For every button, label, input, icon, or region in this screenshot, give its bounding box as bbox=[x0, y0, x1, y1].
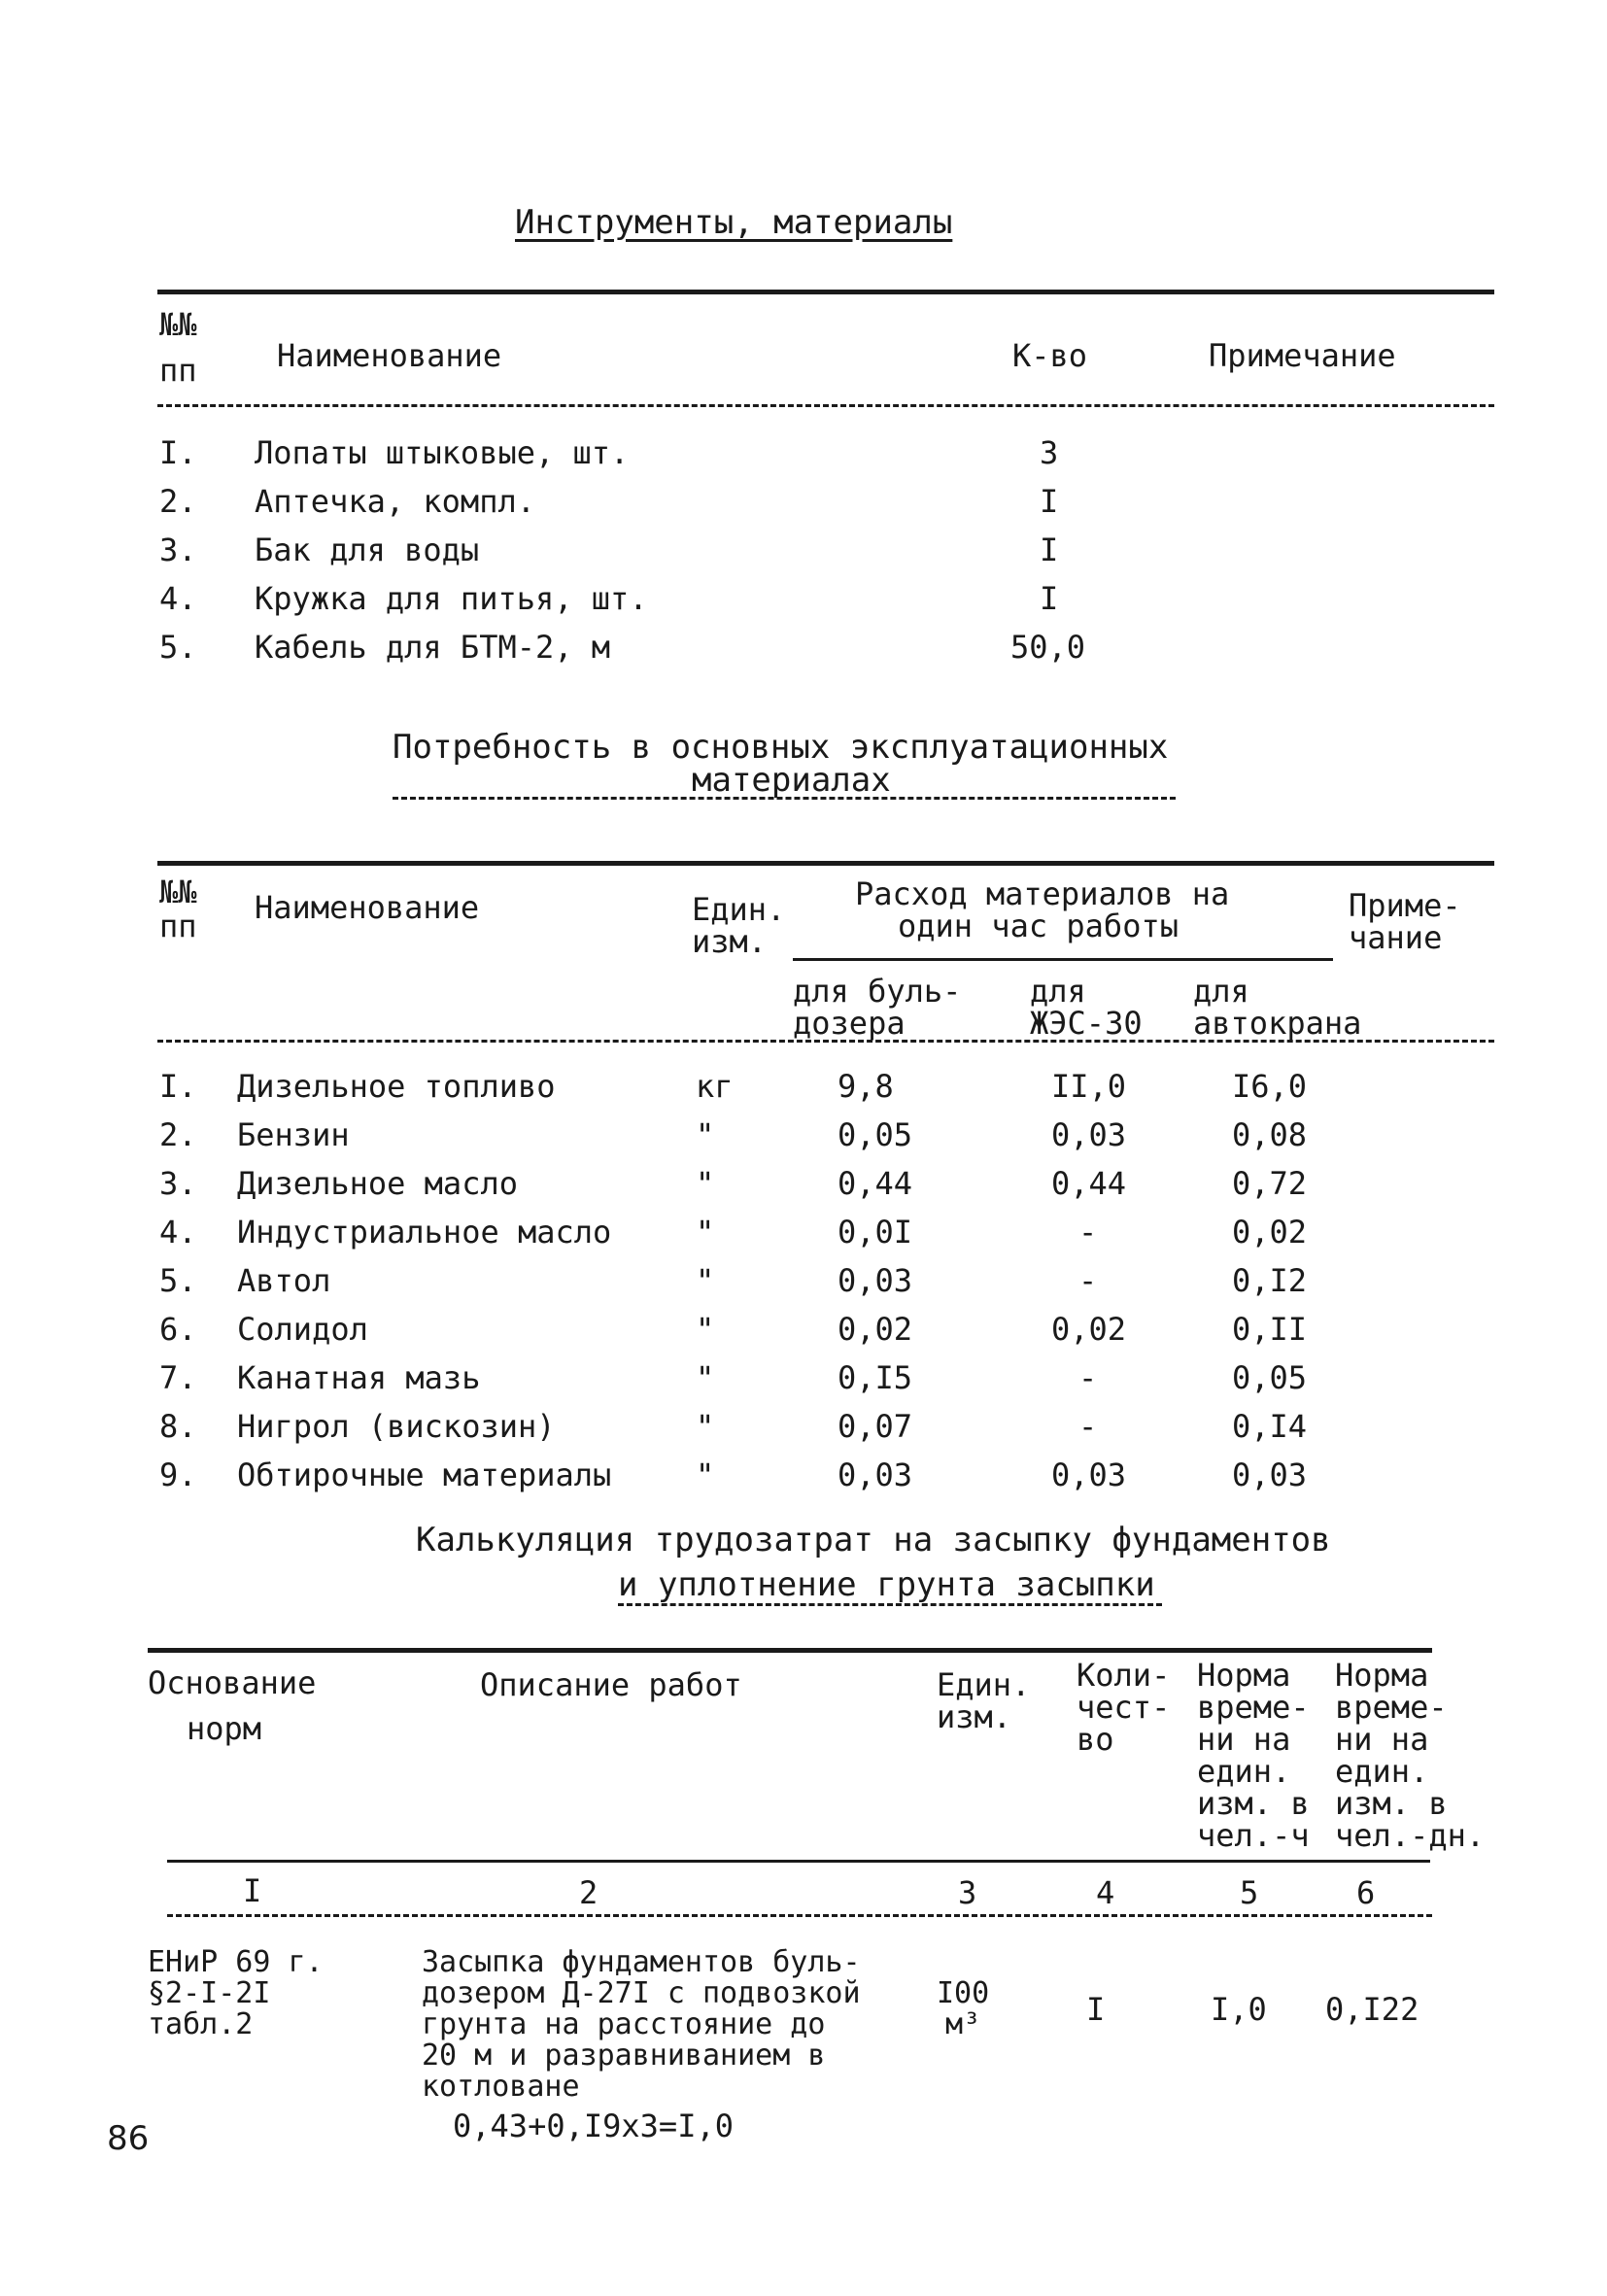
table2-header-name: Наименование bbox=[255, 889, 480, 926]
table2-row-col-b: 0,02 bbox=[1051, 1311, 1127, 1348]
table2-row-col-c: 0,72 bbox=[1232, 1165, 1308, 1202]
table2-header-rule bbox=[157, 1040, 1494, 1043]
section1-title: Инструменты, материалы bbox=[515, 203, 953, 242]
table1-row-name: Лопаты штыковые, шт. bbox=[255, 434, 630, 471]
table2-header-unit bbox=[692, 891, 786, 960]
table2-row-num: 4. bbox=[159, 1214, 197, 1251]
table2-row-name: Бензин bbox=[237, 1116, 350, 1153]
section2-title-underline bbox=[393, 797, 1176, 800]
table3-header-norm-h-line-3: ни на bbox=[1197, 1721, 1291, 1758]
table1-row-qty: I bbox=[1040, 580, 1059, 617]
table2-header-unit-line2: изм. bbox=[692, 923, 768, 960]
table3-header-norm-d-line-3: ни на bbox=[1335, 1721, 1429, 1758]
table2-row-col-c: 0,03 bbox=[1232, 1456, 1308, 1493]
table2-header-col-a-line1: для буль- bbox=[793, 973, 962, 1010]
table3-row-basis-line-3: табл.2 bbox=[148, 2007, 254, 2041]
table3-header-norm-d bbox=[1335, 1657, 1486, 1854]
table2-header-col-b-line1: для bbox=[1030, 973, 1086, 1010]
page-number: 86 bbox=[107, 2119, 150, 2158]
table2-row-unit: " bbox=[696, 1262, 715, 1299]
table2-header-num-line1: №№ bbox=[159, 874, 197, 910]
table3-row-unit bbox=[937, 1978, 989, 2040]
table1-row-name: Кабель для БТМ-2, м bbox=[255, 629, 611, 666]
table3-header-basis-line1: Основание bbox=[148, 1664, 317, 1701]
table3-header-basis bbox=[148, 1664, 317, 1747]
table2-row-unit: " bbox=[696, 1311, 715, 1348]
table1-row-name: Бак для воды bbox=[255, 531, 480, 568]
table3-header-norm-d-line-4: един. bbox=[1335, 1753, 1429, 1790]
table2-row-unit: " bbox=[696, 1359, 715, 1396]
table2-row-col-a: 0,0I bbox=[838, 1214, 913, 1251]
table3-header-qty-line-3: во bbox=[1077, 1721, 1114, 1758]
table3-row-description-line-1: Засыпка фундаментов буль- bbox=[422, 1945, 861, 1979]
table2-row-col-b: II,0 bbox=[1051, 1068, 1127, 1105]
table2-row-num: 6. bbox=[159, 1311, 197, 1348]
table3-header-norm-d-line-5: изм. в bbox=[1335, 1785, 1448, 1822]
table1-row-num: 4. bbox=[159, 580, 197, 617]
table3-row-formula: 0,43+0,I9х3=I,0 bbox=[453, 2108, 734, 2144]
table2-row-col-a: 0,44 bbox=[838, 1165, 913, 1202]
table2-header-col-c bbox=[1193, 973, 1362, 1042]
table2-row-name: Дизельное топливо bbox=[237, 1068, 556, 1105]
table2-header-col-b-line2: ЖЭС-30 bbox=[1030, 1005, 1143, 1042]
table2-row-name: Дизельное масло bbox=[237, 1165, 518, 1202]
table2-row-col-a: 0,05 bbox=[838, 1116, 913, 1153]
table3-row-basis-line-2: §2-I-2I bbox=[148, 1976, 271, 2010]
table3-row-norm-h: I,0 bbox=[1211, 1991, 1267, 2028]
table2-row-col-a: 0,07 bbox=[838, 1408, 913, 1445]
table2-row-col-c: 0,I2 bbox=[1232, 1262, 1308, 1299]
table2-row-col-c: 0,05 bbox=[1232, 1359, 1308, 1396]
table2-row-name: Обтирочные материалы bbox=[237, 1456, 612, 1493]
table2-row-unit: кг bbox=[696, 1068, 734, 1105]
table3-header-norm-d-line-2: време- bbox=[1335, 1689, 1448, 1726]
table3-colnum-4: 4 bbox=[1096, 1874, 1115, 1911]
table1-row-name: Кружка для питья, шт. bbox=[255, 580, 648, 617]
table3-header-norm-h-line-2: време- bbox=[1197, 1689, 1310, 1726]
table3-row-description-line-4: 20 м и разравниванием в bbox=[422, 2039, 826, 2073]
table3-row-unit-line1: I00 bbox=[937, 1976, 990, 2010]
section2-title-line1: Потребность в основных эксплуатационных bbox=[393, 728, 1169, 767]
table1-header-note: Примечание bbox=[1209, 337, 1396, 374]
table2-header-consumption-line2: один час работы bbox=[898, 908, 1179, 944]
table3-colnum-rule bbox=[167, 1914, 1432, 1917]
table3-header-norm-h-line-6: чел.-ч bbox=[1197, 1817, 1310, 1854]
table2-header-col-c-line1: для bbox=[1193, 973, 1249, 1010]
table2-row-col-a: 9,8 bbox=[838, 1068, 894, 1105]
table2-header-col-b bbox=[1030, 973, 1143, 1042]
table3-row-description-line-2: дозером Д-27I с подвозкой bbox=[422, 1976, 861, 2010]
table2-row-num: I. bbox=[159, 1068, 197, 1105]
table3-header-basis-line2: норм bbox=[187, 1710, 262, 1747]
table3-header-norm-h-line-1: Норма bbox=[1197, 1657, 1291, 1694]
table3-header-unit-line2: изм. bbox=[937, 1698, 1012, 1735]
table1-header-name: Наименование bbox=[277, 337, 502, 374]
table3-row-basis-line-1: ЕНиР 69 г. bbox=[148, 1945, 324, 1979]
table2-row-col-b: - bbox=[1078, 1408, 1098, 1445]
table3-header-unit-line1: Един. bbox=[937, 1666, 1031, 1703]
table2-header-num bbox=[159, 876, 197, 942]
table2-header-note-line2: чание bbox=[1349, 919, 1443, 956]
table3-row-description bbox=[422, 1947, 861, 2103]
table3-colnum-1: I bbox=[243, 1872, 262, 1909]
table1-row-qty: I bbox=[1040, 483, 1059, 520]
table2-row-col-c: I6,0 bbox=[1232, 1068, 1308, 1105]
table1-header-num bbox=[159, 306, 197, 389]
table2-row-unit: " bbox=[696, 1116, 715, 1153]
table3-colnum-6: 6 bbox=[1356, 1874, 1376, 1911]
table3-top-rule bbox=[148, 1648, 1432, 1653]
table3-row-unit-line2: м³ bbox=[945, 2007, 981, 2041]
table2-row-col-a: 0,I5 bbox=[838, 1359, 913, 1396]
table1-row-num: 5. bbox=[159, 629, 197, 666]
table2-row-col-b: 0,44 bbox=[1051, 1165, 1127, 1202]
table2-row-col-a: 0,02 bbox=[838, 1311, 913, 1348]
table3-header-norm-d-line-6: чел.-дн. bbox=[1335, 1817, 1486, 1854]
table1-row-num: I. bbox=[159, 434, 197, 471]
table2-header-consumption bbox=[855, 875, 1230, 944]
table2-row-col-c: 0,02 bbox=[1232, 1214, 1308, 1251]
table1-row-qty: 50,0 bbox=[1010, 629, 1086, 666]
table2-row-unit: " bbox=[696, 1214, 715, 1251]
table2-row-num: 7. bbox=[159, 1359, 197, 1396]
table1-row-num: 2. bbox=[159, 483, 197, 520]
table2-header-note-line1: Приме- bbox=[1349, 887, 1461, 924]
table2-row-unit: " bbox=[696, 1408, 715, 1445]
section2-title-line2: материалах bbox=[692, 761, 891, 800]
table2-header-note bbox=[1349, 887, 1461, 956]
table2-consumption-rule bbox=[793, 958, 1333, 961]
table1-header-rule bbox=[157, 404, 1494, 407]
table1-top-rule bbox=[157, 290, 1494, 294]
table3-colnum-2: 2 bbox=[579, 1874, 598, 1911]
table3-header-qty-line-1: Коли- bbox=[1077, 1657, 1171, 1694]
section3-title-line1: Калькуляция трудозатрат на засыпку фундаментов bbox=[416, 1521, 1331, 1559]
table2-row-name: Нигрол (вискозин) bbox=[237, 1408, 556, 1445]
table2-header-consumption-line1: Расход материалов на bbox=[855, 875, 1230, 912]
table2-row-num: 9. bbox=[159, 1456, 197, 1493]
table3-header-rule bbox=[167, 1860, 1430, 1863]
table3-row-basis bbox=[148, 1947, 324, 2040]
table2-row-col-c: 0,I4 bbox=[1232, 1408, 1308, 1445]
table2-header-col-c-line2: автокрана bbox=[1193, 1005, 1362, 1042]
table3-header-qty-line-2: чест- bbox=[1077, 1689, 1171, 1726]
table1-header-qty: К-во bbox=[1012, 337, 1088, 374]
table2-header-col-a-line2: дозера bbox=[793, 1005, 906, 1042]
table2-header-num-line2: пп bbox=[159, 908, 197, 944]
table2-row-col-b: - bbox=[1078, 1359, 1098, 1396]
table2-row-num: 3. bbox=[159, 1165, 197, 1202]
table2-row-col-c: 0,08 bbox=[1232, 1116, 1308, 1153]
table3-row-norm-d: 0,I22 bbox=[1325, 1991, 1419, 2028]
table3-row-qty: I bbox=[1086, 1991, 1106, 2028]
table2-header-col-a bbox=[793, 973, 962, 1042]
table2-row-col-a: 0,03 bbox=[838, 1262, 913, 1299]
table2-top-rule bbox=[157, 861, 1494, 866]
table2-row-name: Солидол bbox=[237, 1311, 368, 1348]
table2-row-col-b: - bbox=[1078, 1214, 1098, 1251]
section3-title-line2: и уплотнение грунта засыпки bbox=[618, 1565, 1155, 1604]
table2-row-col-b: - bbox=[1078, 1262, 1098, 1299]
table2-row-col-b: 0,03 bbox=[1051, 1456, 1127, 1493]
table1-row-qty: I bbox=[1040, 531, 1059, 568]
table3-colnum-3: 3 bbox=[958, 1874, 977, 1911]
table2-row-num: 5. bbox=[159, 1262, 197, 1299]
table3-header-description: Описание работ bbox=[480, 1666, 742, 1703]
table2-row-unit: " bbox=[696, 1456, 715, 1493]
table3-header-qty bbox=[1077, 1657, 1171, 1758]
table1-header-num-line1: №№ bbox=[159, 306, 197, 343]
table3-row-description-line-3: грунта на расстояние до bbox=[422, 2007, 826, 2041]
table3-header-norm-d-line-1: Норма bbox=[1335, 1657, 1429, 1694]
table2-row-num: 2. bbox=[159, 1116, 197, 1153]
table2-row-name: Канатная мазь bbox=[237, 1359, 481, 1396]
table2-row-name: Индустриальное масло bbox=[237, 1214, 612, 1251]
table3-header-norm-h bbox=[1197, 1657, 1310, 1854]
table2-row-name: Автол bbox=[237, 1262, 331, 1299]
section3-title-underline bbox=[618, 1603, 1162, 1606]
table3-colnum-5: 5 bbox=[1240, 1874, 1259, 1911]
table1-row-num: 3. bbox=[159, 531, 197, 568]
table3-row-description-line-5: котловане bbox=[422, 2070, 580, 2104]
table2-row-col-b: 0,03 bbox=[1051, 1116, 1127, 1153]
table2-header-unit-line1: Един. bbox=[692, 891, 786, 928]
table3-header-norm-h-line-5: изм. в bbox=[1197, 1785, 1310, 1822]
table2-row-col-c: 0,II bbox=[1232, 1311, 1308, 1348]
table3-header-unit bbox=[937, 1666, 1031, 1735]
table1-header-num-line2: пп bbox=[159, 352, 197, 389]
table2-row-unit: " bbox=[696, 1165, 715, 1202]
table1-row-qty: 3 bbox=[1040, 434, 1059, 471]
table2-row-col-a: 0,03 bbox=[838, 1456, 913, 1493]
table3-header-norm-h-line-4: един. bbox=[1197, 1753, 1291, 1790]
table1-row-name: Аптечка, компл. bbox=[255, 483, 535, 520]
table2-row-num: 8. bbox=[159, 1408, 197, 1445]
